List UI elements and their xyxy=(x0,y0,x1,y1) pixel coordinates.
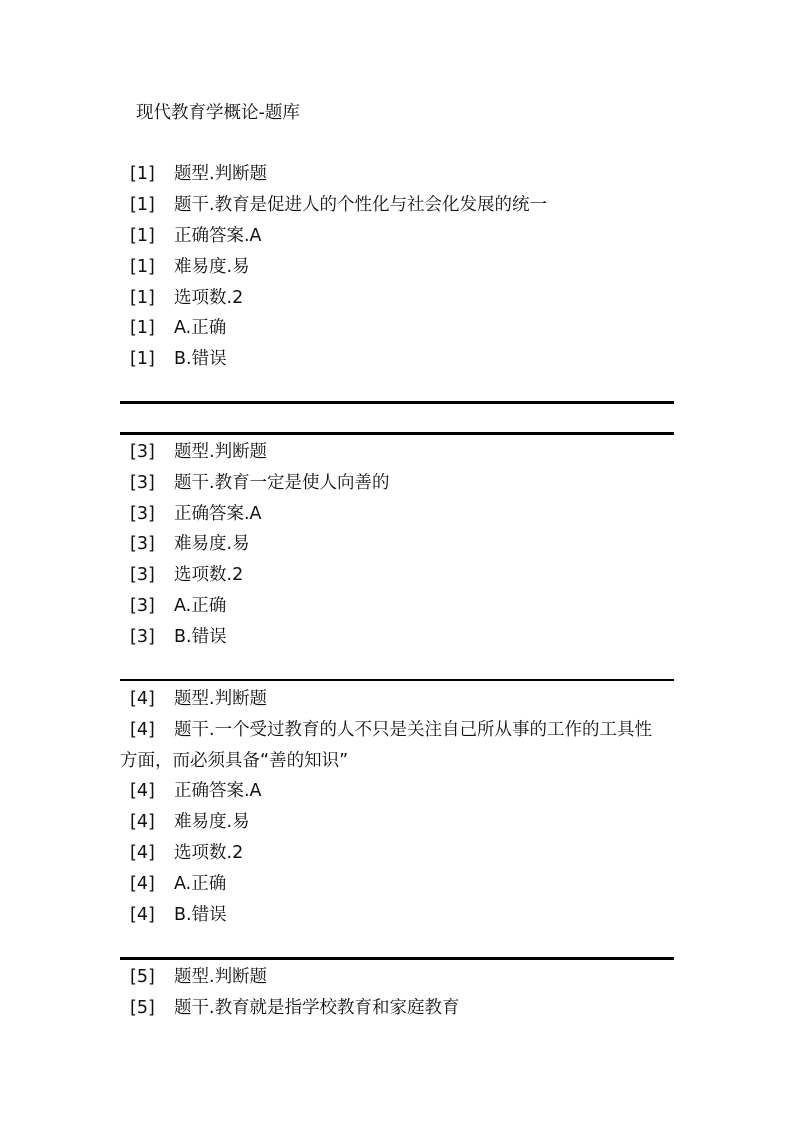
question-number: [4] xyxy=(130,843,155,863)
difficulty: 难易度.易 xyxy=(174,534,250,554)
correct-answer: 正确答案.A xyxy=(174,504,262,524)
question-number: [1] xyxy=(130,164,155,184)
question-number: [3] xyxy=(130,534,155,554)
question-number: [3] xyxy=(130,504,155,524)
option-count: 选项数.2 xyxy=(174,843,244,863)
option-b: B.错误 xyxy=(174,349,227,369)
question-stem: 题干.教育就是指学校教育和家庭教育 xyxy=(174,998,460,1018)
question-number: [4] xyxy=(130,689,155,709)
question-number: [3] xyxy=(130,627,155,647)
question-number: [1] xyxy=(130,349,155,369)
correct-answer: 正确答案.A xyxy=(174,781,262,801)
option-a: A.正确 xyxy=(174,596,227,616)
question-number: [5] xyxy=(130,967,155,987)
option-count: 选项数.2 xyxy=(174,565,244,585)
section-divider xyxy=(120,432,674,435)
option-a: A.正确 xyxy=(174,874,227,894)
question-stem-continuation: 方面，而必须具备“善的知识” xyxy=(120,751,349,771)
question-number: [1] xyxy=(130,288,155,308)
question-number: [3] xyxy=(130,596,155,616)
question-number: [4] xyxy=(130,781,155,801)
question-number: [1] xyxy=(130,226,155,246)
question-number: [4] xyxy=(130,720,155,740)
question-number: [4] xyxy=(130,905,155,925)
question-number: [4] xyxy=(130,874,155,894)
question-number: [1] xyxy=(130,318,155,338)
question-type: 题型.判断题 xyxy=(174,689,268,709)
section-divider xyxy=(120,679,674,681)
option-b: B.错误 xyxy=(174,905,227,925)
correct-answer: 正确答案.A xyxy=(174,226,262,246)
question-type: 题型.判断题 xyxy=(174,164,268,184)
question-number: [5] xyxy=(130,998,155,1018)
difficulty: 难易度.易 xyxy=(174,257,250,277)
page-title: 现代教育学概论-题库 xyxy=(136,103,300,123)
question-number: [3] xyxy=(130,565,155,585)
question-number: [3] xyxy=(130,473,155,493)
question-type: 题型.判断题 xyxy=(174,442,268,462)
option-count: 选项数.2 xyxy=(174,288,244,308)
question-number: [3] xyxy=(130,442,155,462)
option-a: A.正确 xyxy=(174,318,227,338)
section-divider xyxy=(120,401,674,404)
question-stem: 题干.一个受过教育的人不只是关注自己所从事的工作的工具性 xyxy=(174,720,653,740)
question-stem: 题干.教育一定是使人向善的 xyxy=(174,473,390,493)
question-number: [4] xyxy=(130,812,155,832)
question-type: 题型.判断题 xyxy=(174,967,268,987)
option-b: B.错误 xyxy=(174,627,227,647)
question-number: [1] xyxy=(130,195,155,215)
question-number: [1] xyxy=(130,257,155,277)
difficulty: 难易度.易 xyxy=(174,812,250,832)
section-divider xyxy=(120,957,674,960)
question-stem: 题干.教育是促进人的个性化与社会化发展的统一 xyxy=(174,195,548,215)
